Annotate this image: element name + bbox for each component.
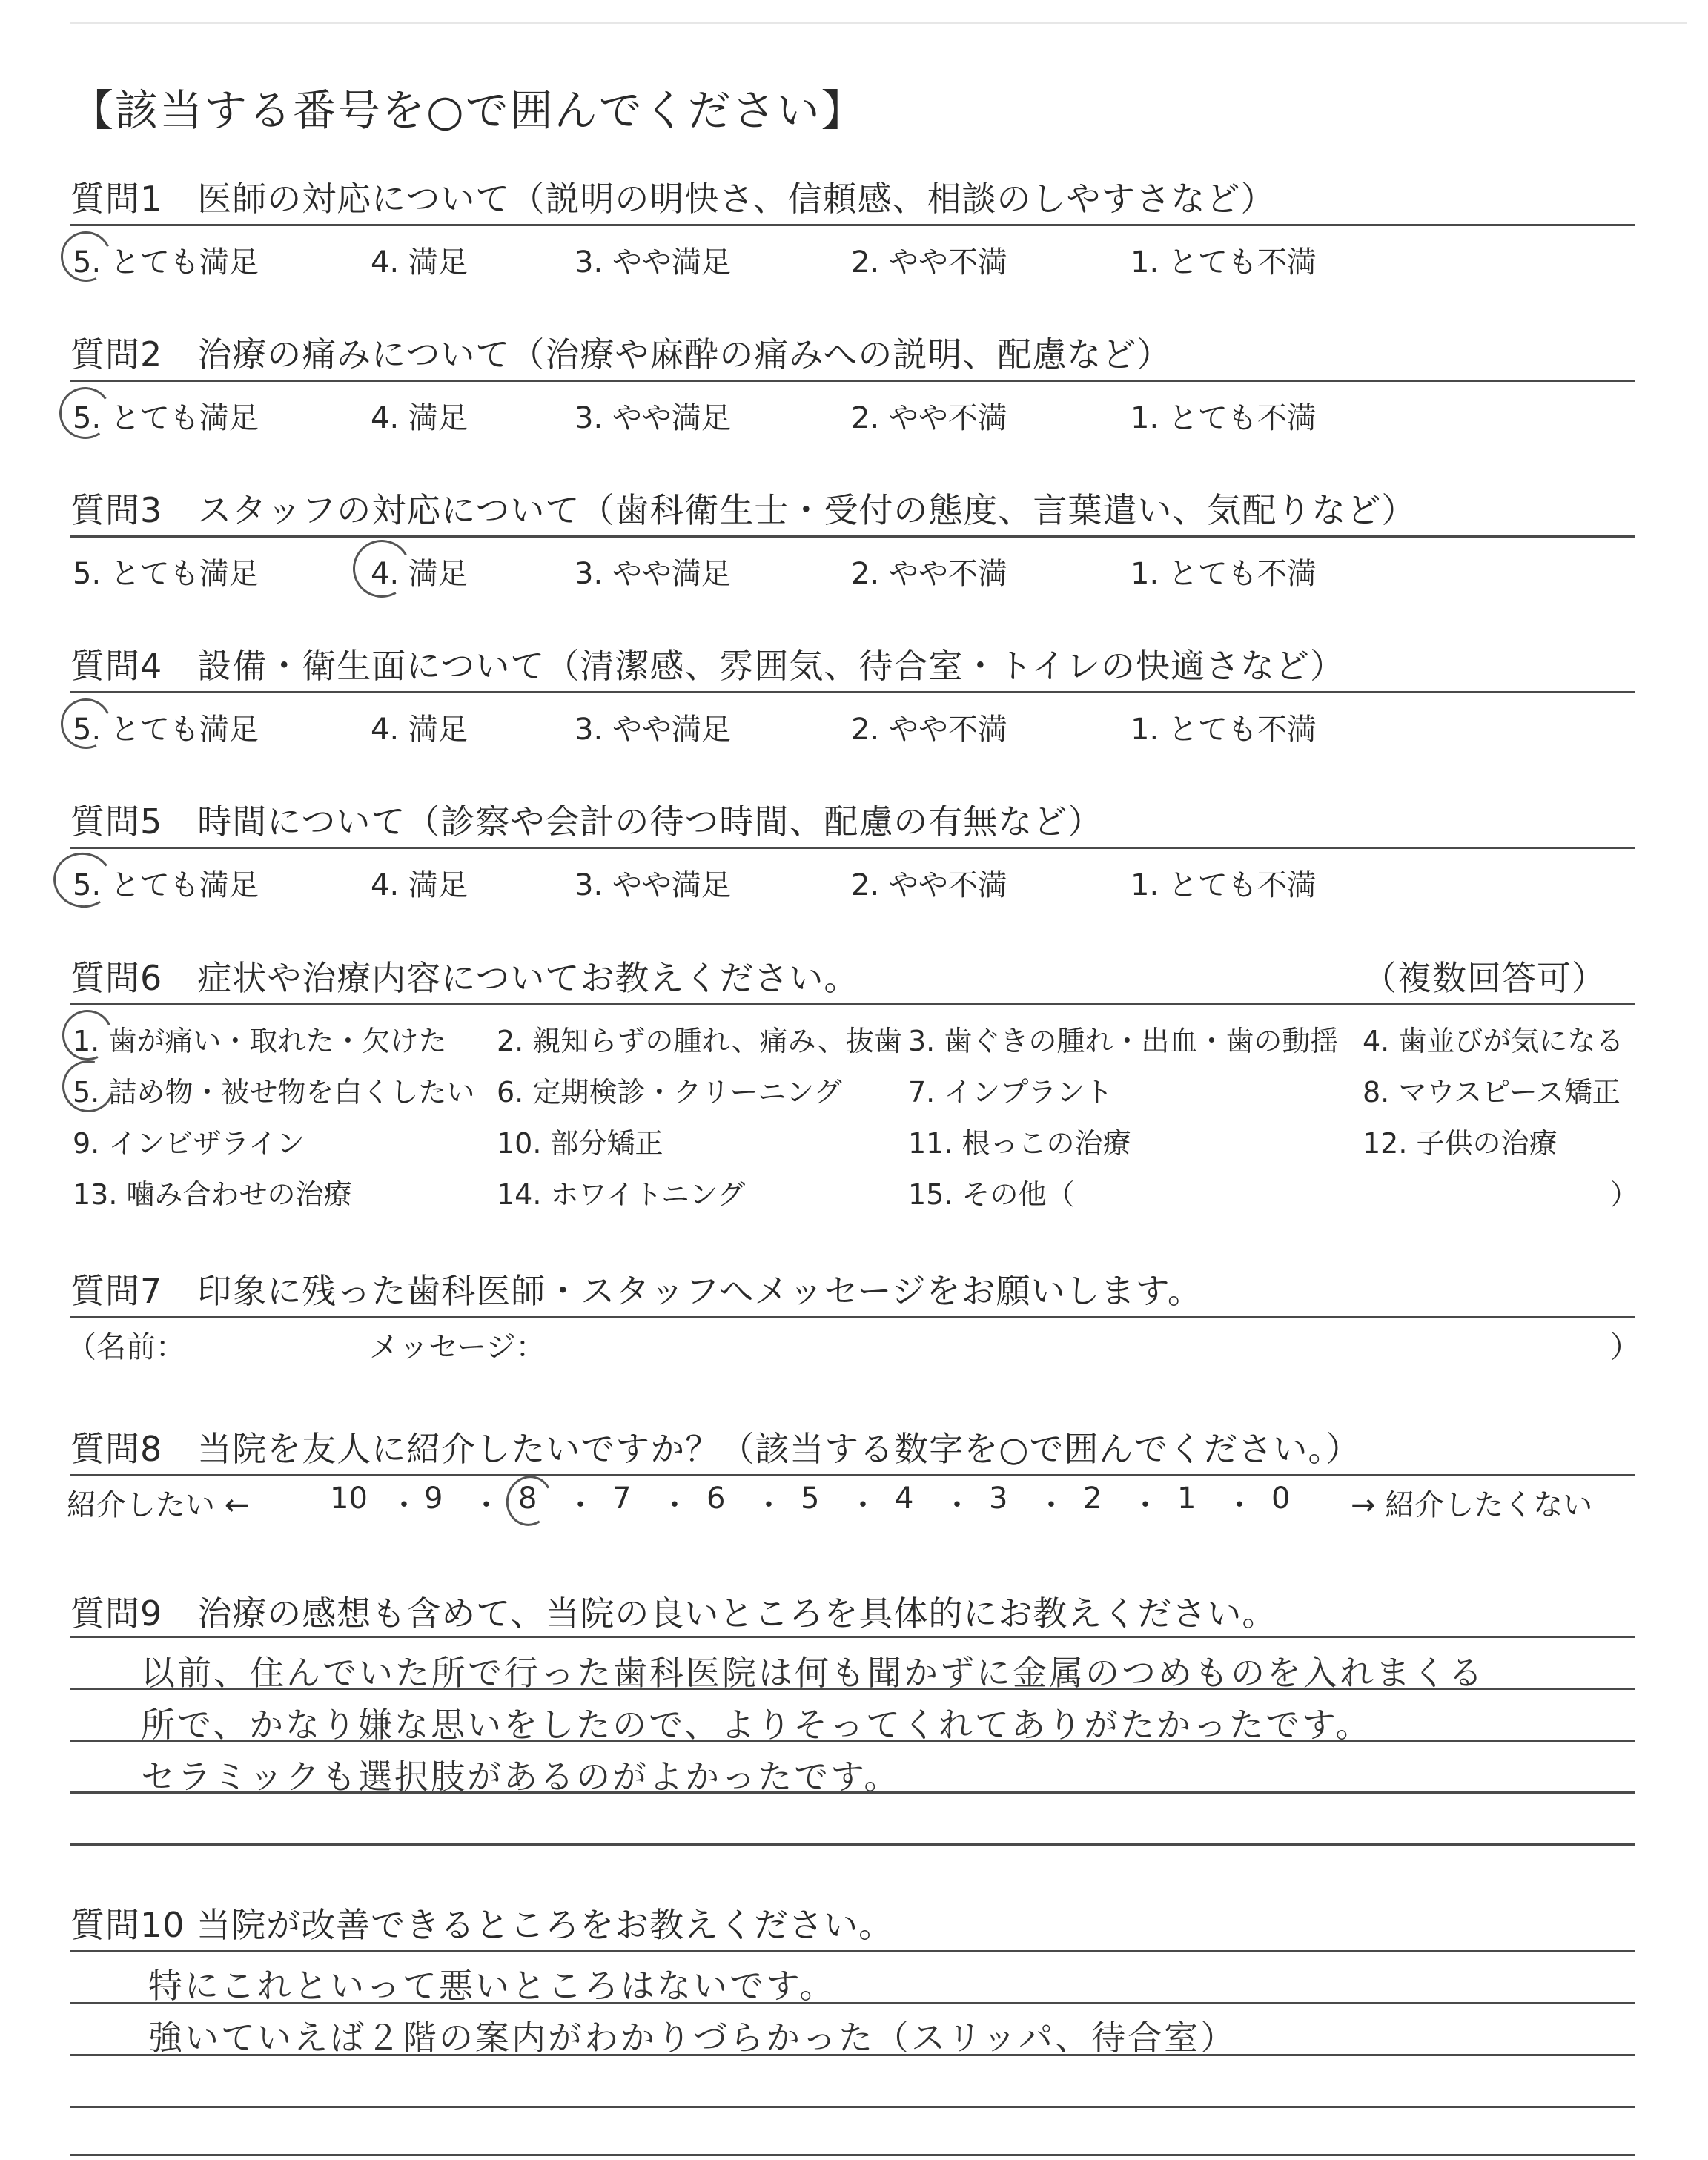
q8-scale-4[interactable]: 4 [895, 1482, 914, 1516]
q8-scale-separator: ・ [1225, 1488, 1254, 1522]
q6-heading: 質問6 症状や治療内容についてお教えください。 [70, 958, 859, 998]
q4-option-5[interactable]: 5. とても満足 [73, 713, 259, 747]
q6-option-15[interactable]: 15. その他（ [908, 1178, 1075, 1211]
divider [70, 1003, 1635, 1005]
q8-scale-8[interactable]: 8 [518, 1482, 537, 1516]
q6-multiple-note: （複数回答可） [1363, 958, 1606, 998]
answer-line [70, 2154, 1635, 2156]
divider [70, 1316, 1635, 1318]
q6-option-5[interactable]: 5. 詰め物・被せ物を白くしたい [73, 1076, 475, 1109]
q6-option-7[interactable]: 7. インプラント [908, 1076, 1113, 1109]
q1-option-4[interactable]: 4. 満足 [371, 245, 468, 280]
q8-scale-1[interactable]: 1 [1177, 1482, 1196, 1516]
q3-option-2[interactable]: 2. やや不満 [851, 557, 1007, 591]
q8-scale-9[interactable]: 9 [424, 1482, 443, 1516]
answer-line [70, 1843, 1635, 1846]
q5-option-1[interactable]: 1. とても不満 [1131, 868, 1317, 902]
q3-heading: 質問3 スタッフの対応について（歯科衛生士・受付の態度、言葉遣い、気配りなど） [70, 490, 1417, 530]
q1-option-2[interactable]: 2. やや不満 [851, 245, 1007, 280]
divider [70, 691, 1635, 693]
q5-option-4[interactable]: 4. 満足 [371, 868, 468, 902]
q10-heading: 質問10 当院が改善できるところをお教えください。 [70, 1905, 894, 1945]
q5-option-3[interactable]: 3. やや満足 [575, 868, 731, 902]
q6-option-10[interactable]: 10. 部分矯正 [497, 1127, 663, 1160]
q6-other-close-paren: ） [1610, 1178, 1639, 1211]
q9-handwritten-line-3: セラミックも選択肢があるのがよかったです。 [141, 1757, 901, 1797]
q8-scale-10[interactable]: 10 [330, 1482, 368, 1516]
q6-option-2[interactable]: 2. 親知らずの腫れ、痛み、抜歯 [497, 1025, 902, 1057]
q9-heading: 質問9 治療の感想も含めて、当院の良いところを具体的にお教えください。 [70, 1593, 1277, 1634]
q2-option-2[interactable]: 2. やや不満 [851, 401, 1007, 435]
q8-scale-0[interactable]: 0 [1271, 1482, 1291, 1516]
q4-option-1[interactable]: 1. とても不満 [1131, 713, 1317, 747]
q8-scale-6[interactable]: 6 [706, 1482, 726, 1516]
q2-option-4[interactable]: 4. 満足 [371, 401, 468, 435]
q7-heading: 質問7 印象に残った歯科医師・スタッフへメッセージをお願いします。 [70, 1271, 1202, 1311]
q6-option-3[interactable]: 3. 歯ぐきの腫れ・出血・歯の動揺 [908, 1025, 1339, 1057]
q8-scale-separator: ・ [389, 1488, 419, 1522]
q4-option-2[interactable]: 2. やや不満 [851, 713, 1007, 747]
q9-handwritten-line-2: 所で、かなり嫌な思いをしたので、よりそってくれてありがたかったです。 [141, 1705, 1372, 1745]
q7-message-label: メッセージ： [369, 1330, 546, 1364]
q8-heading: 質問8 当院を友人に紹介したいですか？（該当する数字を○で囲んでください。） [70, 1429, 1361, 1469]
q8-scale-separator: ・ [1036, 1488, 1066, 1522]
q5-option-5[interactable]: 5. とても満足 [73, 868, 259, 902]
q2-option-5[interactable]: 5. とても満足 [73, 401, 259, 435]
q6-option-8[interactable]: 8. マウスピース矯正 [1363, 1076, 1621, 1109]
answer-line [70, 1636, 1635, 1638]
q4-heading: 質問4 設備・衛生面について（清潔感、雰囲気、待合室・トイレの快適さなど） [70, 646, 1345, 686]
q8-scale-separator: ・ [754, 1488, 784, 1522]
q8-scale-2[interactable]: 2 [1083, 1482, 1102, 1516]
q6-option-13[interactable]: 13. 噛み合わせの治療 [73, 1178, 352, 1211]
q8-right-label: → 紹介したくない [1351, 1488, 1593, 1522]
answer-line [70, 2106, 1635, 2108]
q2-option-1[interactable]: 1. とても不満 [1131, 401, 1317, 435]
q8-scale-3[interactable]: 3 [989, 1482, 1008, 1516]
q1-option-3[interactable]: 3. やや満足 [575, 245, 731, 280]
q2-heading: 質問2 治療の痛みについて（治療や麻酔の痛みへの説明、配慮など） [70, 334, 1172, 374]
q3-option-1[interactable]: 1. とても不満 [1131, 557, 1317, 591]
q6-selection-circle-5 [53, 1051, 124, 1122]
q8-scale-separator: ・ [942, 1488, 972, 1522]
q4-option-4[interactable]: 4. 満足 [371, 713, 468, 747]
q9-handwritten-line-1: 以前、住んでいた所で行った歯科医院は何も聞かずに金属のつめものを入れまくる [141, 1653, 1485, 1693]
q6-option-14[interactable]: 14. ホワイトニング [497, 1178, 746, 1211]
q8-scale-separator: ・ [566, 1488, 595, 1522]
q6-option-6[interactable]: 6. 定期検診・クリーニング [497, 1076, 842, 1109]
q3-option-4[interactable]: 4. 満足 [371, 557, 468, 591]
answer-line [70, 1950, 1635, 1952]
divider [70, 535, 1635, 538]
q8-scale-7[interactable]: 7 [612, 1482, 632, 1516]
q10-handwritten-line-1: 特にこれといって悪いところはないです。 [148, 1966, 836, 2006]
q1-option-1[interactable]: 1. とても不満 [1131, 245, 1317, 280]
q10-handwritten-line-2: 強いていえば２階の案内がわかりづらかった（スリッパ、待合室） [148, 2018, 1237, 2058]
q6-option-4[interactable]: 4. 歯並びが気になる [1363, 1025, 1624, 1057]
divider [70, 1474, 1635, 1476]
q2-option-3[interactable]: 3. やや満足 [575, 401, 731, 435]
q3-option-3[interactable]: 3. やや満足 [575, 557, 731, 591]
q8-scale-separator: ・ [1131, 1488, 1160, 1522]
q8-scale-5[interactable]: 5 [801, 1482, 820, 1516]
divider [70, 847, 1635, 849]
q6-option-9[interactable]: 9. インビザライン [73, 1127, 305, 1160]
q8-scale-separator: ・ [660, 1488, 689, 1522]
q6-option-12[interactable]: 12. 子供の治療 [1363, 1127, 1558, 1160]
divider [70, 224, 1635, 226]
q5-option-2[interactable]: 2. やや不満 [851, 868, 1007, 902]
q8-left-label: 紹介したい ← [67, 1488, 250, 1522]
q1-option-5[interactable]: 5. とても満足 [73, 245, 259, 280]
q5-heading: 質問5 時間について（診察や会計の待つ時間、配慮の有無など） [70, 802, 1103, 842]
q1-heading: 質問1 医師の対応について（説明の明快さ、信頼感、相談のしやすさなど） [70, 179, 1276, 219]
q8-selection-circle [500, 1470, 557, 1531]
q3-option-5[interactable]: 5. とても満足 [73, 557, 259, 591]
q6-option-1[interactable]: 1. 歯が痛い・取れた・欠けた [73, 1025, 447, 1057]
q3-selection-circle [346, 533, 417, 604]
divider [70, 380, 1635, 382]
q7-close-paren: ） [1610, 1330, 1640, 1364]
q8-scale-separator: ・ [848, 1488, 878, 1522]
page-title: 【該当する番号を○で囲んでください】 [70, 85, 866, 136]
q6-option-11[interactable]: 11. 根っこの治療 [908, 1127, 1131, 1160]
q4-option-3[interactable]: 3. やや満足 [575, 713, 731, 747]
scan-edge [70, 22, 1687, 24]
q8-scale-separator: ・ [471, 1488, 501, 1522]
q7-name-label: （名前： [67, 1330, 185, 1364]
